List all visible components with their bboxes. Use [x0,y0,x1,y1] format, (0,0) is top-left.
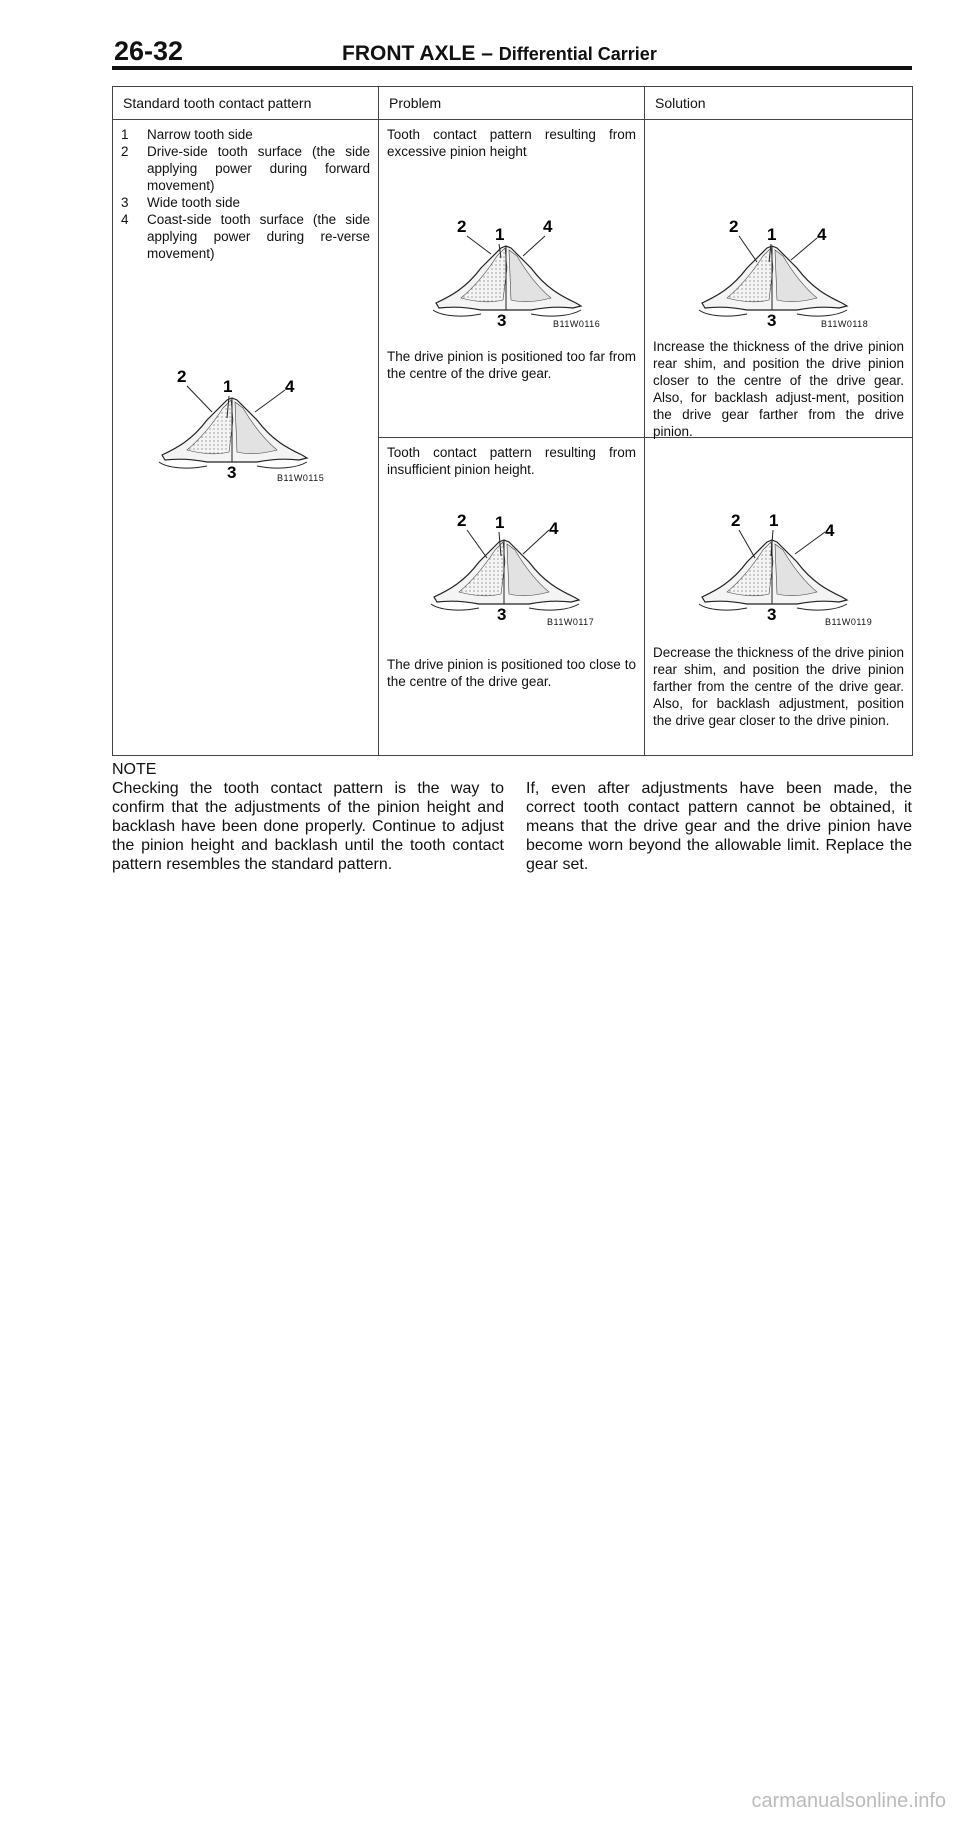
svg-text:3: 3 [767,605,777,622]
legend-item: 4 Coast-side tooth surface (the side applying power during re-verse movement) [121,212,370,261]
svg-text:1: 1 [223,377,233,396]
solution-text: Decrease the thickness of the drive pinion rear shim, and position the drive pinion farther from the centre of the drive gear. Also, for backlash adjustment, position the drive gear closer to the drive pinion. [653,645,904,728]
excessive-solution-figure [697,218,857,328]
svg-text:4: 4 [817,225,827,244]
standard-cell [113,120,379,756]
page-number: 26-32 [114,36,184,66]
figure-code: B11W0117 [547,617,595,627]
legend-item: 2 Drive-side tooth surface (the side applying power during forward movement) [121,144,370,193]
legend-list [113,120,378,262]
svg-text:1: 1 [495,513,505,532]
solution-cell-insufficient [645,438,913,756]
problem-cell-insufficient [379,438,645,756]
svg-text:1: 1 [767,225,777,244]
figure-code: B11W0116 [553,319,601,329]
svg-text:2: 2 [177,370,187,386]
svg-text:2: 2 [729,218,739,236]
solution-cell-excessive [645,120,913,438]
note-right-text: If, even after adjustments have been made, the correct tooth contact pattern cannot be obtained, it means that the drive gear and the drive pinion have become worn beyond the allowable limit. Replace the gear set. [526,780,912,873]
legend-item: 3 Wide tooth side [121,195,241,210]
svg-text:4: 4 [285,377,295,396]
svg-text:2: 2 [457,512,467,530]
note-left [112,760,504,874]
insufficient-pattern-figure [429,512,589,622]
problem-title: Tooth contact pattern resulting from insufficient pinion height. [387,445,636,477]
page-header [112,32,912,70]
table-header-row [113,87,913,120]
svg-text:3: 3 [497,311,507,328]
svg-text:2: 2 [731,512,741,530]
standard-pattern-figure [157,370,317,480]
svg-text:3: 3 [497,605,507,622]
svg-text:4: 4 [543,218,553,236]
problem-text: The drive pinion is positioned too close to the centre of the drive gear. [387,657,636,689]
svg-text:3: 3 [227,463,237,480]
svg-text:1: 1 [495,225,505,244]
tooth-contact-table [112,86,913,756]
title-sub: Differential Carrier [498,44,657,64]
col-header-standard: Standard tooth contact pattern [113,87,379,120]
figure-code: B11W0119 [825,617,873,627]
note-heading: NOTE [112,761,157,778]
title-dash: – [481,42,493,65]
note-right [526,779,912,874]
figure-code: B11W0115 [277,473,325,483]
svg-text:2: 2 [457,218,467,236]
watermark: carmanualsonline.info [751,1790,946,1812]
problem-cell-excessive [379,120,645,438]
excessive-pattern-figure [431,218,591,328]
note-left-text: Checking the tooth contact pattern is the way to confirm that the adjustments of the pinion height and backlash have been done properly. Continue to adjust the pinion height and backlash until the tooth contact pattern resembles the standard pattern. [112,780,504,873]
insufficient-solution-figure [697,512,857,622]
svg-text:4: 4 [825,521,835,540]
col-header-problem: Problem [379,87,645,120]
svg-text:4: 4 [549,519,559,538]
page-title [342,42,657,66]
table-row [113,120,913,438]
solution-text: Increase the thickness of the drive pinion rear shim, and position the drive pinion closer to the centre of the drive gear. Also, for backlash adjust-ment, position the drive gear farther from the drive pinion. [653,339,904,439]
problem-text: The drive pinion is positioned too far from the centre of the drive gear. [387,349,636,381]
legend-item: 1 Narrow tooth side [121,127,253,142]
problem-title: Tooth contact pattern resulting from excessive pinion height [387,127,636,159]
svg-text:1: 1 [769,512,779,530]
figure-code: B11W0118 [821,319,869,329]
svg-text:3: 3 [767,311,777,328]
col-header-solution: Solution [645,87,913,120]
title-main: FRONT AXLE [342,42,476,65]
